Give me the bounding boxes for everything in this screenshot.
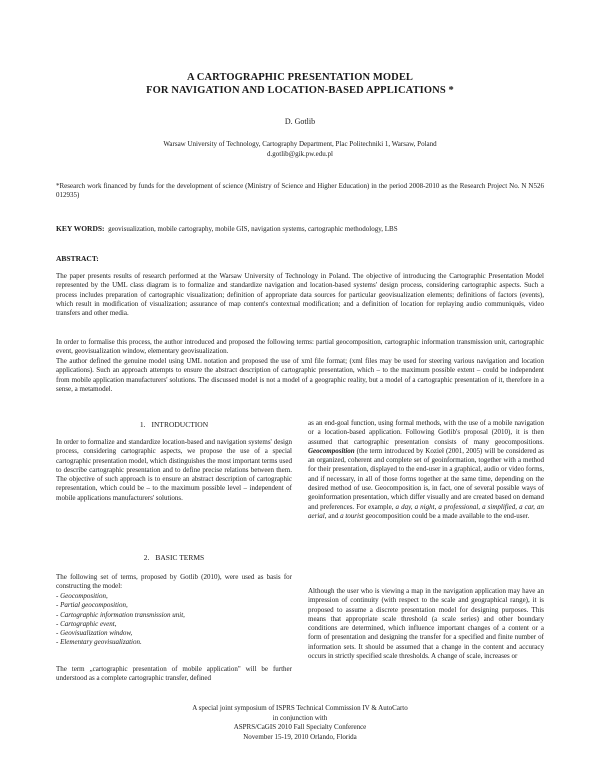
terms-list bbox=[56, 592, 292, 648]
paper-title bbox=[0, 71, 600, 97]
list-item: - Geocomposition, bbox=[56, 592, 108, 600]
footer-line-1: A special joint symposium of ISPRS Technical Commission IV & AutoCarto bbox=[192, 704, 408, 712]
example-list-2: a tourist bbox=[340, 511, 364, 520]
abstract-paragraph-1: The paper presents results of research performed at the Warsaw University of Technology in Poland. The objective of introducing the Cartographic Presentation Model represented by the UML class diagram is to formalize and standardize navigation and location-based systems' design process, considering cartographic aspects. Such a process includes preparation of cartographic visualization; definition of appropriate data sources for particular geovisualization elements; definitions of factors (events), which result in modification of visualization; assurance of map content's contextual modification; and a definition of location for replaying audio communiqués, video transfers and other media. bbox=[56, 272, 544, 318]
author-email: d.gotlib@gik.pw.edu.pl bbox=[267, 150, 333, 158]
right-text-a: as an end-goal function, using formal methods, with the use of a mobile navigation or a location-based application. Following Gotlib's proposal (2010), it is then assumed that cartographic presentation consists of many geocompositions. bbox=[308, 419, 544, 446]
affiliation-address: Warsaw University of Technology, Cartography Department, Plac Politechniki 1, Warsaw, Poland bbox=[163, 140, 437, 148]
section-1-title: INTRODUCTION bbox=[151, 420, 209, 429]
basic-terms-paragraph: The term „cartographic presentation of mobile application" will be further understood as a complete cartographic transfer, defined bbox=[56, 665, 292, 683]
list-item: - Cartographic event, bbox=[56, 619, 117, 628]
title-line-1: A CARTOGRAPHIC PRESENTATION MODEL bbox=[186, 72, 414, 83]
section-2-number: 2. bbox=[143, 553, 150, 562]
list-item: - Geovisualization window, bbox=[56, 629, 133, 638]
right-text-c: geocomposition could be a made available to the end-user. bbox=[365, 511, 530, 520]
section-2-heading bbox=[56, 553, 292, 562]
section-1-number: 1. bbox=[139, 420, 146, 429]
footer-line-4: November 15-19, 2010 Orlando, Florida bbox=[243, 732, 357, 741]
abstract-paragraph-2: In order to formalise this process, the author introduced and proposed the following terms: partial geocomposition, cartographic information transmission unit, cartographic event, geovisualization window, elementary geovisualization. bbox=[56, 338, 544, 356]
footer-line-3: ASPRS/CaGIS 2010 Fall Specialty Conference bbox=[233, 723, 367, 731]
section-1-heading bbox=[56, 420, 292, 429]
title-line-2: FOR NAVIGATION AND LOCATION-BASED APPLICATIONS * bbox=[146, 85, 454, 96]
keywords bbox=[56, 224, 544, 234]
keywords-list: geovisualization, mobile cartography, mobile GIS, navigation systems, cartographic methodology, LBS bbox=[108, 225, 398, 233]
list-item: - Partial geocomposition, bbox=[56, 601, 128, 610]
example-list-1: a day, a night, a professional, a simplified, a car, an aerial, bbox=[308, 502, 544, 520]
discrete-model-paragraph: Although the user who is viewing a map in the navigation application may have an impression of continuity (with respect to the scale and geographical range), it is proposed to assume a discrete presentation model for designing purposes. This means that appropriate scale threshold (a scale series) and other boundary conditions are determined, which influence important changes of a content or a form of presentation and designing the transfer for a specified and finite number of information sets. It should be assumed that a change in the content and accuracy occurs in strictly specified scale thresholds. A change of scale, increases or bbox=[308, 587, 544, 661]
page-footer bbox=[0, 704, 600, 742]
funding-note: *Research work financed by funds for the development of science (Ministry of Science and Higher Education) in the period 2008-2010 as the Research Project No. N N526 012935) bbox=[56, 182, 544, 200]
basic-terms-intro: The following set of terms, proposed by Gotlib (2010), were used as basis for constructing the model: bbox=[56, 573, 292, 591]
affiliation bbox=[0, 139, 600, 159]
right-text-b: (the term introduced by Kozieł (2001, 2005) will be considered as an organized, coherent and complete set of geoinformation, together with a method for their presentation, displayed to the end-user in a graphical, audio or video forms, and if necessary, in all of those forms together at the same time, depending on the desired method of use. Geocomposition is, in fact, one of several possible ways of geoinformation presentation, which differ visually and are created based on demand and preferences. For example, bbox=[308, 446, 544, 511]
right-text-and: and bbox=[328, 511, 339, 520]
keywords-label: KEY WORDS: bbox=[56, 224, 105, 233]
section-2-title: BASIC TERMS bbox=[155, 553, 205, 562]
list-item: - Elementary geovisualization. bbox=[56, 638, 142, 647]
list-item: - Cartographic information transmission unit, bbox=[56, 610, 185, 619]
geocomposition-term: Geocomposition bbox=[308, 446, 355, 455]
author-name: D. Gotlib bbox=[284, 117, 316, 126]
abstract-heading: ABSTRACT: bbox=[56, 254, 99, 263]
introduction-paragraph: In order to formalize and standardize location-based and navigation systems' design process, considering cartographic aspects, we propose the use of a special cartographic presentation model, which distinguishes the most important terms used to describe cartographic presentation and to define precise relations between them. The objective of such approach is to ensure an abstract description of cartographic representation, which could be – to the maximum possible level – independent of mobile applications manufacturers' solutions. bbox=[56, 438, 292, 502]
geocomposition-paragraph bbox=[308, 419, 544, 521]
abstract-paragraph-3: The author defined the genuine model using UML notation and proposed the use of xml file format; (xml files may be used for steering various navigation and location applications). Such an approach attempts to ensure the abstract description of cartographic presentation, which – to the maximum possible extent – could be independent from mobile application manufacturers' solutions. The discussed model is not a model of a geographic reality, but a model of a cartographic presentation of it, therefore in a sense, a metamodel. bbox=[56, 357, 544, 393]
footer-line-2: in conjunction with bbox=[272, 713, 328, 722]
